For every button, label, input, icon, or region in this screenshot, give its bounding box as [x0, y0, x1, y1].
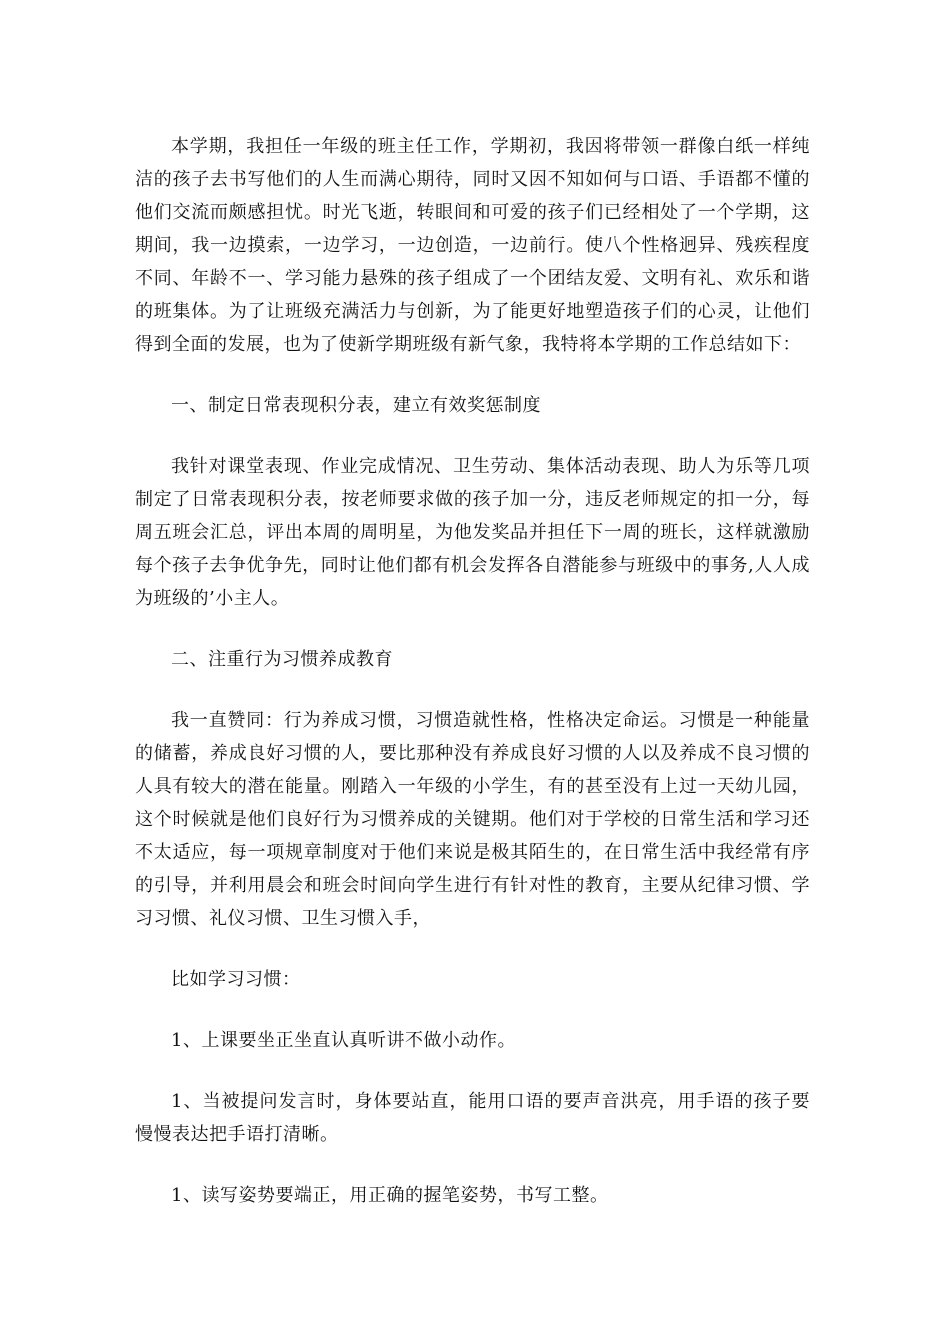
section-heading-1: 一、制定日常表现积分表，建立有效奖惩制度	[171, 395, 541, 416]
section-2-paragraph: 我一直赞同：行为养成习惯，习惯造就性格，性格决定命运。习惯是一种能量的储蓄，养成良好习惯的人，要比那种没有养成良好习惯的人以及养成不良习惯的人具有较大的潜在能量。刚踏入一年级的小学生，有的甚至没有上过一天幼儿园，这个时候就是他们良好行为习惯养成的关键期。他们对于学校的日常生活和学习还不太适应，每一项规章制度对于他们来说是极其陌生的，在日常生活中我经常有序的引导，并利用晨会和班会时间向学生进行有针对性的教育，主要从纪律习惯、学习习惯、礼仪习惯、卫生习惯入手，	[135, 710, 810, 929]
list-item: 1、当被提问发言时，身体要站直，能用口语的要声音洪亮，用手语的孩子要慢慢表达把手语打清晰。	[135, 1091, 810, 1145]
example-intro: 比如学习习惯：	[171, 969, 301, 990]
intro-paragraph: 本学期，我担任一年级的班主任工作，学期初，我因将带领一群像白纸一样纯洁的孩子去书写他们的人生而满心期待，同时又因不知如何与口语、手语都不懂的他们交流而颇感担忧。时光飞逝，转眼间和可爱的孩子们已经相处了一个学期，这期间，我一边摸索，一边学习，一边创造，一边前行。使八个性格迥异、残疾程度不同、年龄不一、学习能力悬殊的孩子组成了一个团结友爱、文明有礼、欢乐和谐的班集体。为了让班级充满活力与创新，为了能更好地塑造孩子们的心灵，让他们得到全面的发展，也为了使新学期班级有新气象，我特将本学期的工作总结如下：	[135, 136, 810, 355]
list-item: 1、读写姿势要端正，用正确的握笔姿势，书写工整。	[171, 1185, 609, 1206]
section-heading-2: 二、注重行为习惯养成教育	[171, 649, 393, 670]
list-item: 1、上课要坐正坐直认真听讲不做小动作。	[171, 1030, 516, 1051]
document-body	[135, 130, 810, 1240]
section-1-paragraph: 我针对课堂表现、作业完成情况、卫生劳动、集体活动表现、助人为乐等几项制定了日常表现积分表，按老师要求做的孩子加一分，违反老师规定的扣一分，每周五班会汇总，评出本周的周明星，为他发奖品并担任下一周的班长，这样就激励每个孩子去争优争先，同时让他们都有机会发挥各自潜能参与班级中的事务,人人成为班级的’小主人。	[135, 456, 810, 609]
